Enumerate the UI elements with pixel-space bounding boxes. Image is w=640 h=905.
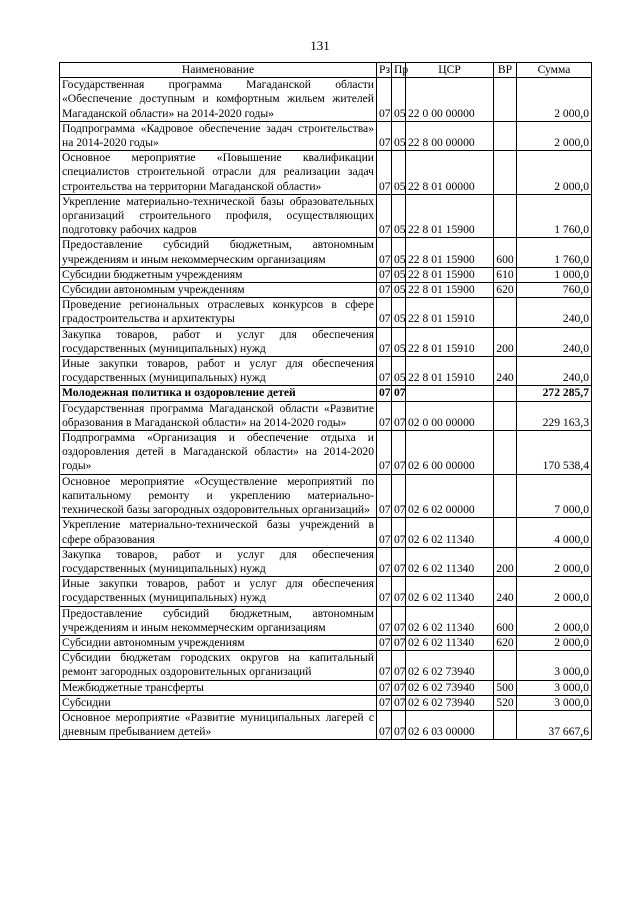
row-pr-cell: 07 — [392, 680, 406, 695]
row-csr-cell: 02 6 02 11340 — [406, 577, 494, 606]
row-csr-cell: 22 8 01 15900 — [406, 194, 494, 238]
row-rz-cell: 07 — [377, 680, 392, 695]
row-csr-cell: 22 8 01 15910 — [406, 357, 494, 386]
row-rz-cell: 07 — [377, 327, 392, 356]
row-csr-cell: 22 8 01 15910 — [406, 327, 494, 356]
row-pr-cell: 07 — [392, 606, 406, 635]
row-sum-cell: 3 000,0 — [517, 695, 592, 710]
row-name-cell: Основное мероприятие «Осуществление мероприятий по капитальному ремонту и укреплению материально-технической базы загородных оздоровительных организаций» — [60, 474, 377, 518]
row-vr-cell — [494, 474, 517, 518]
row-vr-cell — [494, 431, 517, 475]
table-row — [60, 651, 592, 680]
table-row — [60, 680, 592, 695]
row-vr-cell: 240 — [494, 357, 517, 386]
table-row — [60, 121, 592, 150]
row-vr-cell: 620 — [494, 635, 517, 650]
table-row — [60, 357, 592, 386]
row-csr-cell: 22 8 01 15900 — [406, 267, 494, 282]
row-vr-cell — [494, 121, 517, 150]
row-vr-cell — [494, 78, 517, 122]
row-csr-cell: 02 6 02 73940 — [406, 651, 494, 680]
row-sum-cell: 272 285,7 — [517, 386, 592, 401]
row-rz-cell: 07 — [377, 386, 392, 401]
row-sum-cell: 4 000,0 — [517, 518, 592, 547]
row-name-cell: Государственная программа Магаданской области «Обеспечение доступным и комфортным жильем жителей Магаданской области» на 2014-2020 годы» — [60, 78, 377, 122]
row-sum-cell: 760,0 — [517, 283, 592, 298]
row-rz-cell: 07 — [377, 710, 392, 739]
row-rz-cell: 07 — [377, 238, 392, 267]
row-name-cell: Основное мероприятие «Развитие муниципальных лагерей с дневным пребыванием детей» — [60, 710, 377, 739]
table-row — [60, 78, 592, 122]
row-vr-cell: 200 — [494, 547, 517, 576]
row-csr-cell: 02 6 02 11340 — [406, 547, 494, 576]
row-pr-cell: 05 — [392, 357, 406, 386]
row-pr-cell: 07 — [392, 401, 406, 430]
row-sum-cell: 2 000,0 — [517, 635, 592, 650]
row-name-cell: Государственная программа Магаданской области «Развитие образования в Магаданской области» на 2014-2020 годы» — [60, 401, 377, 430]
row-name-cell: Субсидии — [60, 695, 377, 710]
row-rz-cell: 07 — [377, 635, 392, 650]
row-rz-cell: 07 — [377, 298, 392, 327]
table-row — [60, 710, 592, 739]
row-rz-cell: 07 — [377, 606, 392, 635]
row-csr-cell: 02 6 02 11340 — [406, 606, 494, 635]
row-csr-cell: 02 6 00 00000 — [406, 431, 494, 475]
row-csr-cell: 02 6 02 73940 — [406, 680, 494, 695]
row-csr-cell — [406, 386, 494, 401]
row-sum-cell: 2 000,0 — [517, 547, 592, 576]
row-rz-cell: 07 — [377, 151, 392, 195]
row-csr-cell: 22 8 01 15910 — [406, 298, 494, 327]
table-row — [60, 635, 592, 650]
row-sum-cell: 2 000,0 — [517, 151, 592, 195]
row-csr-cell: 02 6 03 00000 — [406, 710, 494, 739]
row-csr-cell: 22 8 01 00000 — [406, 151, 494, 195]
table-header-row — [60, 63, 592, 78]
row-name-cell: Укрепление материально-технической базы образовательных организаций строительного профиля, осуществляющих подготовку рабочих кадров — [60, 194, 377, 238]
row-rz-cell: 07 — [377, 651, 392, 680]
table-row — [60, 431, 592, 475]
row-name-cell: Субсидии автономным учреждениям — [60, 635, 377, 650]
row-name-cell: Субсидии бюджетным учреждениям — [60, 267, 377, 282]
row-sum-cell: 240,0 — [517, 327, 592, 356]
row-name-cell: Межбюджетные трансферты — [60, 680, 377, 695]
row-pr-cell: 07 — [392, 518, 406, 547]
row-vr-cell: 240 — [494, 577, 517, 606]
table-body — [60, 78, 592, 740]
row-pr-cell: 07 — [392, 710, 406, 739]
row-rz-cell: 07 — [377, 547, 392, 576]
row-pr-cell: 05 — [392, 78, 406, 122]
row-pr-cell: 05 — [392, 327, 406, 356]
header-vr: ВР — [494, 63, 517, 78]
table-row — [60, 298, 592, 327]
row-vr-cell: 600 — [494, 238, 517, 267]
row-csr-cell: 22 8 00 00000 — [406, 121, 494, 150]
row-name-cell: Подпрограмма «Кадровое обеспечение задач строительства» на 2014-2020 годы» — [60, 121, 377, 150]
budget-table — [59, 62, 592, 740]
row-pr-cell: 05 — [392, 238, 406, 267]
row-csr-cell: 02 6 02 00000 — [406, 474, 494, 518]
header-rz: Рз — [377, 63, 392, 78]
row-name-cell: Закупка товаров, работ и услуг для обеспечения государственных (муниципальных) нужд — [60, 547, 377, 576]
row-name-cell: Молодежная политика и оздоровление детей — [60, 386, 377, 401]
row-pr-cell: 07 — [392, 577, 406, 606]
row-pr-cell: 07 — [392, 635, 406, 650]
row-sum-cell: 1 760,0 — [517, 238, 592, 267]
row-rz-cell: 07 — [377, 431, 392, 475]
row-sum-cell: 37 667,6 — [517, 710, 592, 739]
row-rz-cell: 07 — [377, 283, 392, 298]
row-name-cell: Проведение региональных отраслевых конкурсов в сфере градостроительства и архитектуры — [60, 298, 377, 327]
row-pr-cell: 05 — [392, 298, 406, 327]
header-csr: ЦСР — [406, 63, 494, 78]
row-csr-cell: 02 0 00 00000 — [406, 401, 494, 430]
header-pr: Пр — [392, 63, 406, 78]
table-row — [60, 267, 592, 282]
row-name-cell: Укрепление материально-технической базы учреждений в сфере образования — [60, 518, 377, 547]
row-csr-cell: 22 8 01 15900 — [406, 238, 494, 267]
row-vr-cell: 200 — [494, 327, 517, 356]
row-vr-cell: 520 — [494, 695, 517, 710]
table-row — [60, 474, 592, 518]
row-sum-cell: 3 000,0 — [517, 680, 592, 695]
row-rz-cell: 07 — [377, 267, 392, 282]
row-sum-cell: 1 760,0 — [517, 194, 592, 238]
table-row — [60, 695, 592, 710]
row-pr-cell: 07 — [392, 651, 406, 680]
table-row — [60, 518, 592, 547]
table-row — [60, 401, 592, 430]
row-rz-cell: 07 — [377, 357, 392, 386]
row-sum-cell: 240,0 — [517, 298, 592, 327]
row-sum-cell: 2 000,0 — [517, 606, 592, 635]
row-name-cell: Субсидии бюджетам городских округов на капитальный ремонт загородных оздоровительных организаций — [60, 651, 377, 680]
row-csr-cell: 02 6 02 11340 — [406, 518, 494, 547]
row-vr-cell — [494, 151, 517, 195]
row-rz-cell: 07 — [377, 194, 392, 238]
row-vr-cell — [494, 194, 517, 238]
row-name-cell: Субсидии автономным учреждениям — [60, 283, 377, 298]
page-number: 131 — [310, 38, 330, 53]
row-sum-cell: 229 163,3 — [517, 401, 592, 430]
table-row — [60, 606, 592, 635]
row-sum-cell: 1 000,0 — [517, 267, 592, 282]
table-row — [60, 386, 592, 401]
row-vr-cell: 610 — [494, 267, 517, 282]
row-rz-cell: 07 — [377, 474, 392, 518]
row-vr-cell — [494, 651, 517, 680]
row-name-cell: Основное мероприятие «Повышение квалификации специалистов строительной отрасли для реализации задач строительства на территории Магаданской области» — [60, 151, 377, 195]
row-vr-cell: 620 — [494, 283, 517, 298]
row-rz-cell: 07 — [377, 121, 392, 150]
row-rz-cell: 07 — [377, 695, 392, 710]
row-pr-cell: 05 — [392, 121, 406, 150]
row-sum-cell: 2 000,0 — [517, 78, 592, 122]
table-row — [60, 238, 592, 267]
row-rz-cell: 07 — [377, 401, 392, 430]
row-name-cell: Закупка товаров, работ и услуг для обеспечения государственных (муниципальных) нужд — [60, 327, 377, 356]
row-sum-cell: 170 538,4 — [517, 431, 592, 475]
row-pr-cell: 05 — [392, 194, 406, 238]
row-pr-cell: 07 — [392, 431, 406, 475]
row-csr-cell: 22 0 00 00000 — [406, 78, 494, 122]
row-pr-cell: 05 — [392, 267, 406, 282]
table-row — [60, 327, 592, 356]
table-row — [60, 547, 592, 576]
row-pr-cell: 07 — [392, 695, 406, 710]
row-rz-cell: 07 — [377, 78, 392, 122]
table-row — [60, 577, 592, 606]
table-row — [60, 194, 592, 238]
row-name-cell: Иные закупки товаров, работ и услуг для обеспечения государственных (муниципальных) нужд — [60, 357, 377, 386]
row-pr-cell: 05 — [392, 283, 406, 298]
table-row — [60, 151, 592, 195]
header-name: Наименование — [60, 63, 377, 78]
row-vr-cell: 500 — [494, 680, 517, 695]
row-name-cell: Предоставление субсидий бюджетным, автономным учреждениям и иным некоммерческим организациям — [60, 238, 377, 267]
header-sum: Сумма — [517, 63, 592, 78]
row-vr-cell — [494, 401, 517, 430]
row-sum-cell: 2 000,0 — [517, 577, 592, 606]
row-vr-cell — [494, 298, 517, 327]
row-sum-cell: 3 000,0 — [517, 651, 592, 680]
table-row — [60, 283, 592, 298]
row-vr-cell — [494, 518, 517, 547]
row-csr-cell: 02 6 02 73940 — [406, 695, 494, 710]
row-name-cell: Предоставление субсидий бюджетным, автономным учреждениям и иным некоммерческим организациям — [60, 606, 377, 635]
row-name-cell: Иные закупки товаров, работ и услуг для обеспечения государственных (муниципальных) нужд — [60, 577, 377, 606]
row-vr-cell: 600 — [494, 606, 517, 635]
row-name-cell: Подпрограмма «Организация и обеспечение отдыха и оздоровления детей в Магаданской области» на 2014-2020 годы» — [60, 431, 377, 475]
row-pr-cell: 05 — [392, 151, 406, 195]
row-vr-cell — [494, 710, 517, 739]
row-csr-cell: 22 8 01 15900 — [406, 283, 494, 298]
row-pr-cell: 07 — [392, 547, 406, 576]
row-sum-cell: 7 000,0 — [517, 474, 592, 518]
row-pr-cell: 07 — [392, 474, 406, 518]
row-sum-cell: 240,0 — [517, 357, 592, 386]
row-csr-cell: 02 6 02 11340 — [406, 635, 494, 650]
row-pr-cell: 07 — [392, 386, 406, 401]
row-vr-cell — [494, 386, 517, 401]
row-rz-cell: 07 — [377, 577, 392, 606]
row-sum-cell: 2 000,0 — [517, 121, 592, 150]
row-rz-cell: 07 — [377, 518, 392, 547]
